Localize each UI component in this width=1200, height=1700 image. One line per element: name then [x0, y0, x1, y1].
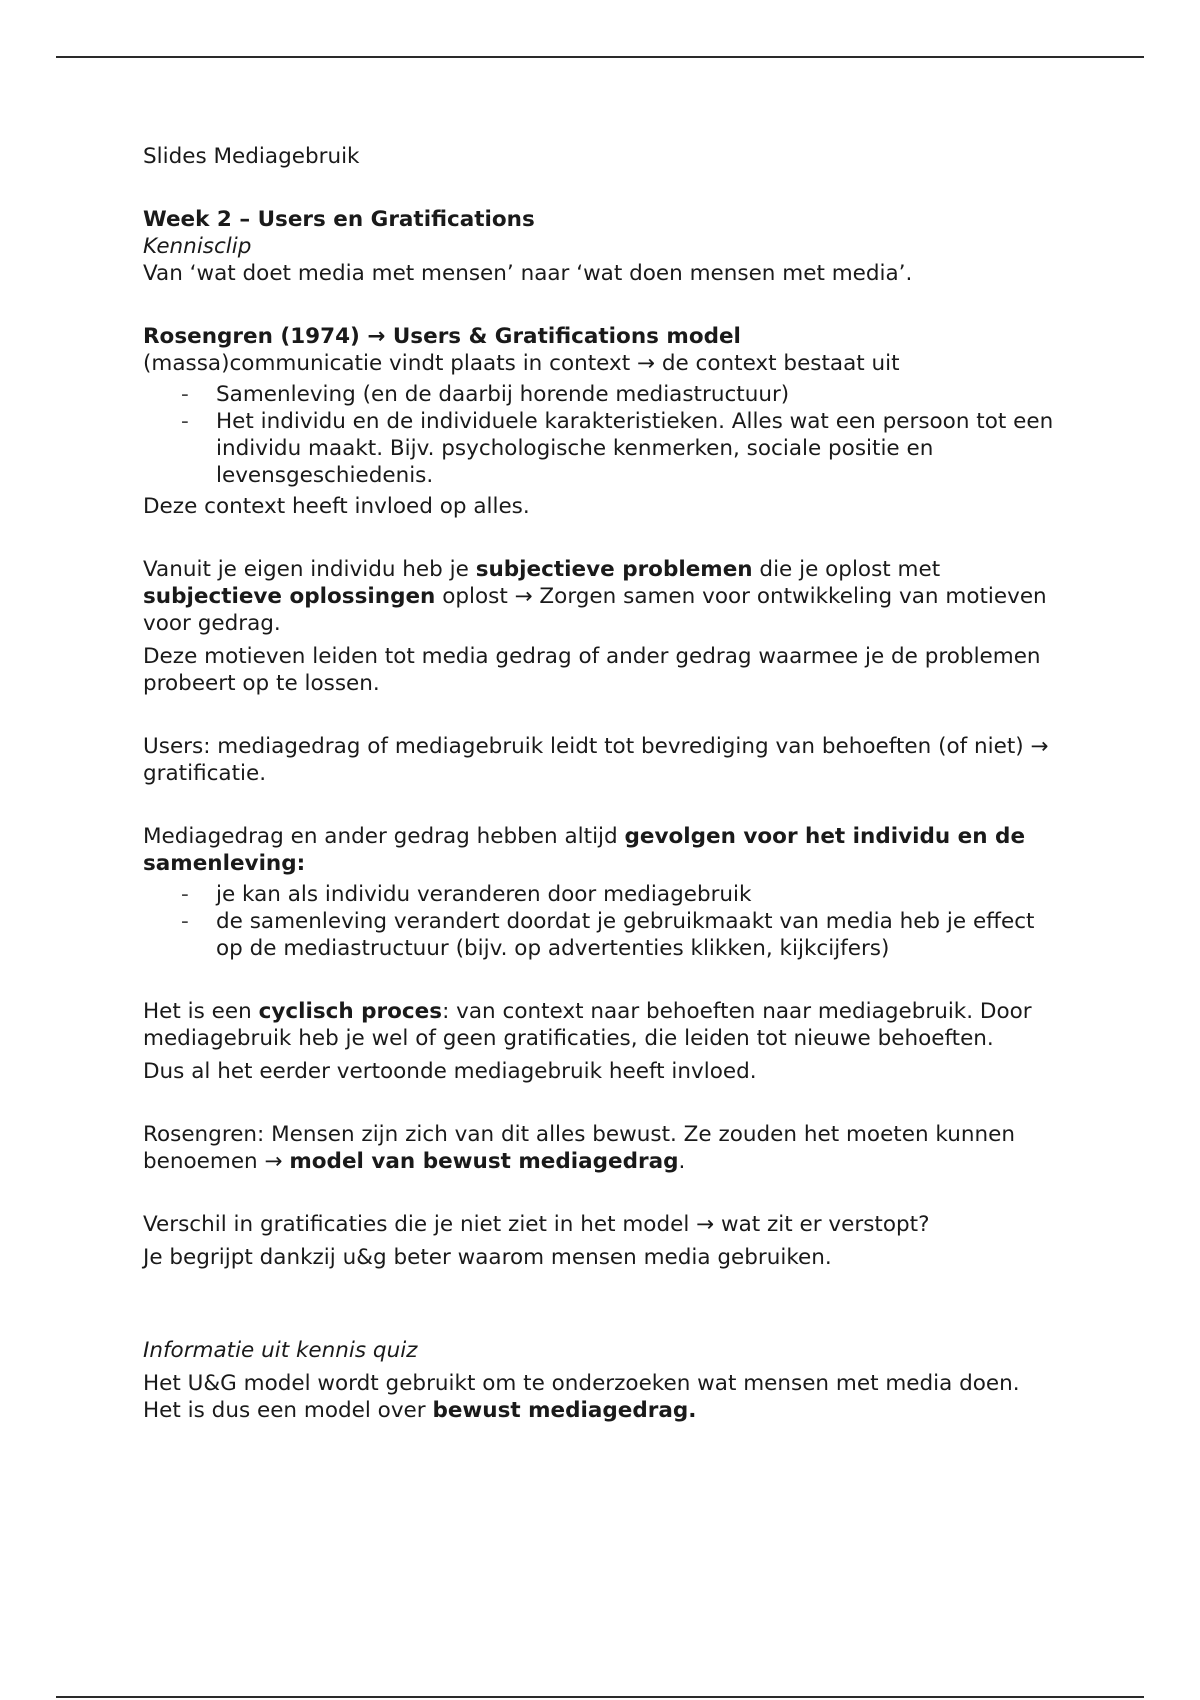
list-item: - Het individu en de individuele karakteristieken. Alles wat een persoon tot een individu maakt. Bijv. psychologische kenmerken, sociale positie en levensgeschiedenis.	[216, 408, 1063, 489]
list-item: - je kan als individu veranderen door mediagebruik	[216, 881, 1063, 908]
rosengren-title: Rosengren (1974) → Users & Gratifications model	[143, 324, 741, 349]
paragraph-gevolgen: Mediagedrag en ander gedrag hebben altijd gevolgen voor het individu en de samenleving:	[143, 824, 1026, 876]
paragraph-users: Users: mediagedrag of mediagebruik leidt tot bevrediging van behoeften (of niet) → gratificatie.	[143, 734, 1049, 786]
context-outro: Deze context heeft invloed op alles.	[143, 494, 530, 519]
paragraph-begrijpt: Je begrijpt dankzij u&g beter waarom mensen media gebruiken.	[143, 1245, 832, 1270]
paragraph-motieven: Deze motieven leiden tot media gedrag of ander gedrag waarmee je de problemen probeert op te lossen.	[143, 644, 1041, 696]
paragraph-dus: Dus al het eerder vertoonde mediagebruik heeft invloed.	[143, 1059, 757, 1084]
week-title: Week 2 – Users en Gratifications	[143, 207, 535, 232]
paragraph-quiz-1: Het U&G model wordt gebruikt om te onderzoeken wat mensen met media doen.	[143, 1371, 1020, 1396]
intro-text: Van ‘wat doet media met mensen’ naar ‘wat doen mensen met media’.	[143, 261, 913, 286]
header-rule	[56, 56, 1144, 58]
document-body	[143, 143, 1063, 1424]
footer-rule	[56, 1696, 1144, 1698]
context-list	[143, 381, 1063, 489]
document-heading: Slides Mediagebruik	[143, 144, 360, 169]
context-intro: (massa)communicatie vindt plaats in context → de context bestaat uit	[143, 351, 900, 376]
kennisclip-label: Kennisclip	[143, 234, 252, 259]
paragraph-subjectief: Vanuit je eigen individu heb je subjectieve problemen die je oplost met subjectieve oplossingen oplost → Zorgen samen voor ontwikkeling van motieven voor gedrag.	[143, 557, 1047, 636]
paragraph-verschil: Verschil in gratificaties die je niet ziet in het model → wat zit er verstopt?	[143, 1212, 930, 1237]
gevolgen-list	[143, 881, 1063, 962]
list-item: - Samenleving (en de daarbij horende mediastructuur)	[216, 381, 1063, 408]
list-item: - de samenleving verandert doordat je gebruikmaakt van media heb je effect op de mediastructuur (bijv. op advertenties klikken, kijkcijfers)	[216, 908, 1063, 962]
paragraph-cyclisch: Het is een cyclisch proces: van context naar behoeften naar mediagebruik. Door mediagebruik heb je wel of geen gratificaties, die leiden tot nieuwe behoeften.	[143, 999, 1032, 1051]
paragraph-bewust: Rosengren: Mensen zijn zich van dit alles bewust. Ze zouden het moeten kunnen benoemen → model van bewust mediagedrag.	[143, 1122, 1015, 1174]
quiz-label: Informatie uit kennis quiz	[143, 1338, 418, 1363]
paragraph-quiz-2: Het is dus een model over bewust mediagedrag.	[143, 1398, 697, 1423]
